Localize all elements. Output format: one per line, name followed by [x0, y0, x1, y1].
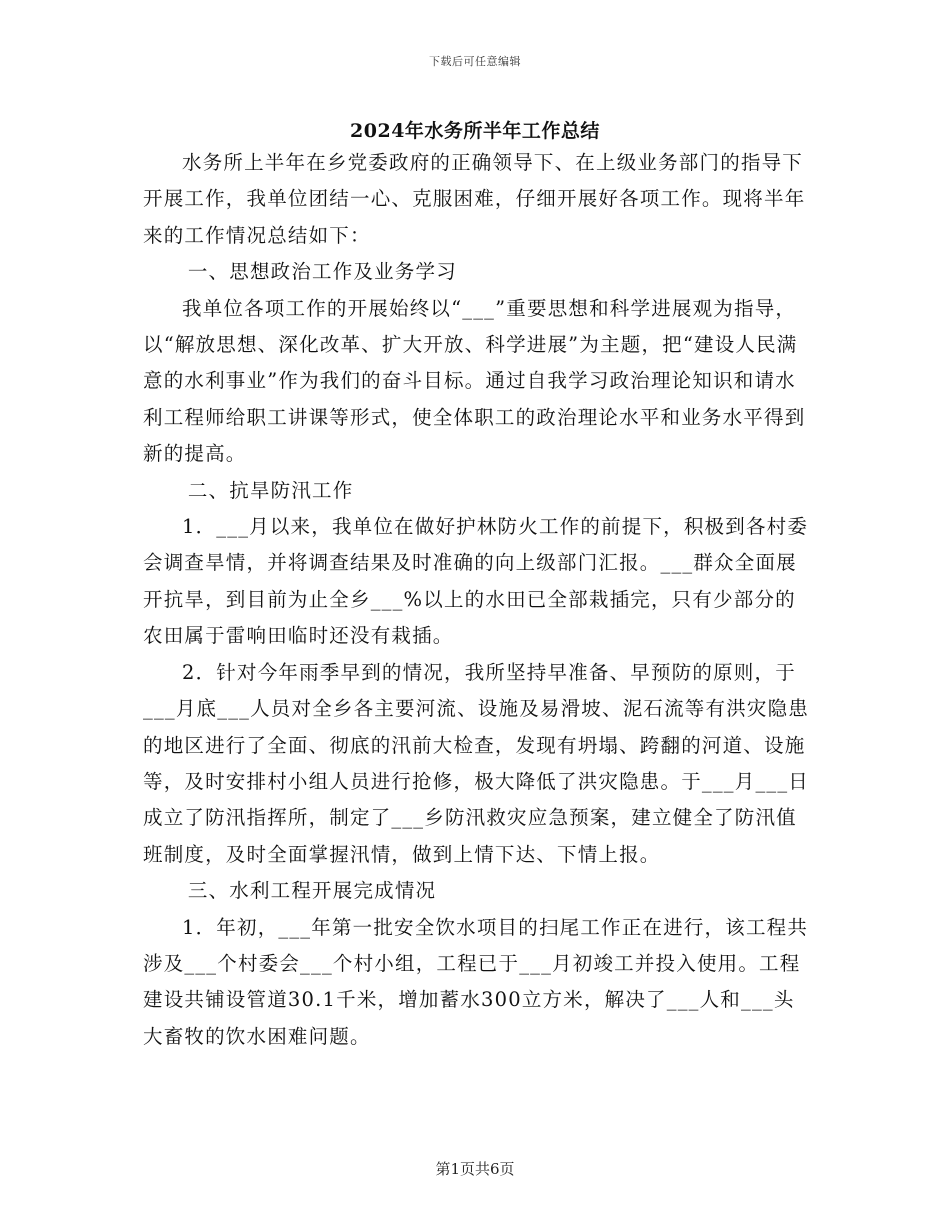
paragraph-intro: 水务所上半年在乡党委政府的正确领导下、在上级业务部门的指导下开展工作，我单位团结一心、克服困难，仔细开展好各项工作。现将半年来的工作情况总结如下：	[143, 151, 806, 247]
paragraph-flood-prevention: 2．针对今年雨季早到的情况，我所坚持早准备、早预防的原则，于___月底___人员对全乡各主要河流、设施及易滑坡、泥石流等有洪灾隐患的地区进行了全面、彻底的汛前大检查，发现有坍塌、跨翻的河道、设施等，及时安排村小组人员进行抢修，极大降低了洪灾隐患。于___月___日成立了防汛指挥所，制定了___乡防汛救灾应急预案，建立健全了防汛值班制度，及时全面掌握汛情，做到上情下达、下情上报。	[143, 660, 810, 866]
header-note: 下载后可任意编辑	[429, 55, 521, 68]
page-footer: 第1页共6页	[435, 1160, 515, 1178]
section-heading-3: 三、水利工程开展完成情况	[187, 879, 437, 903]
document-title: 2024年水务所半年工作总结	[350, 120, 600, 142]
paragraph-political-study: 我单位各项工作的开展始终以“___”重要思想和科学进展观为指导，以“解放思想、深化改革、扩大开放、科学进展”为主题，把“建设人民满意的水利事业”作为我们的奋斗目标。通过自我学习政治理论知识和请水利工程师给职工讲课等形式，使全体职工的政治理论水平和业务水平得到新的提高。	[143, 296, 806, 466]
paragraph-drought-relief: 1．___月以来，我单位在做好护林防火工作的前提下，积极到各村委会调查旱情，并将调查结果及时准确的向上级部门汇报。___群众全面展开抗旱，到目前为止全乡___%以上的水田已全部栽插完，只有少部分的农田属于雷响田临时还没有栽插。	[143, 515, 809, 648]
section-heading-1: 一、思想政治工作及业务学习	[187, 260, 457, 284]
paragraph-water-project: 1．年初，___年第一批安全饮水项目的扫尾工作正在进行，该工程共涉及___个村委会___个村小组，工程已于___月初竣工并投入使用。工程建设共铺设管道30.1千米，增加蓄水300立方米，解决了___人和___头大畜牧的饮水困难问题。	[143, 915, 809, 1048]
section-heading-2: 二、抗旱防汛工作	[187, 478, 354, 502]
document-body	[143, 145, 815, 1055]
